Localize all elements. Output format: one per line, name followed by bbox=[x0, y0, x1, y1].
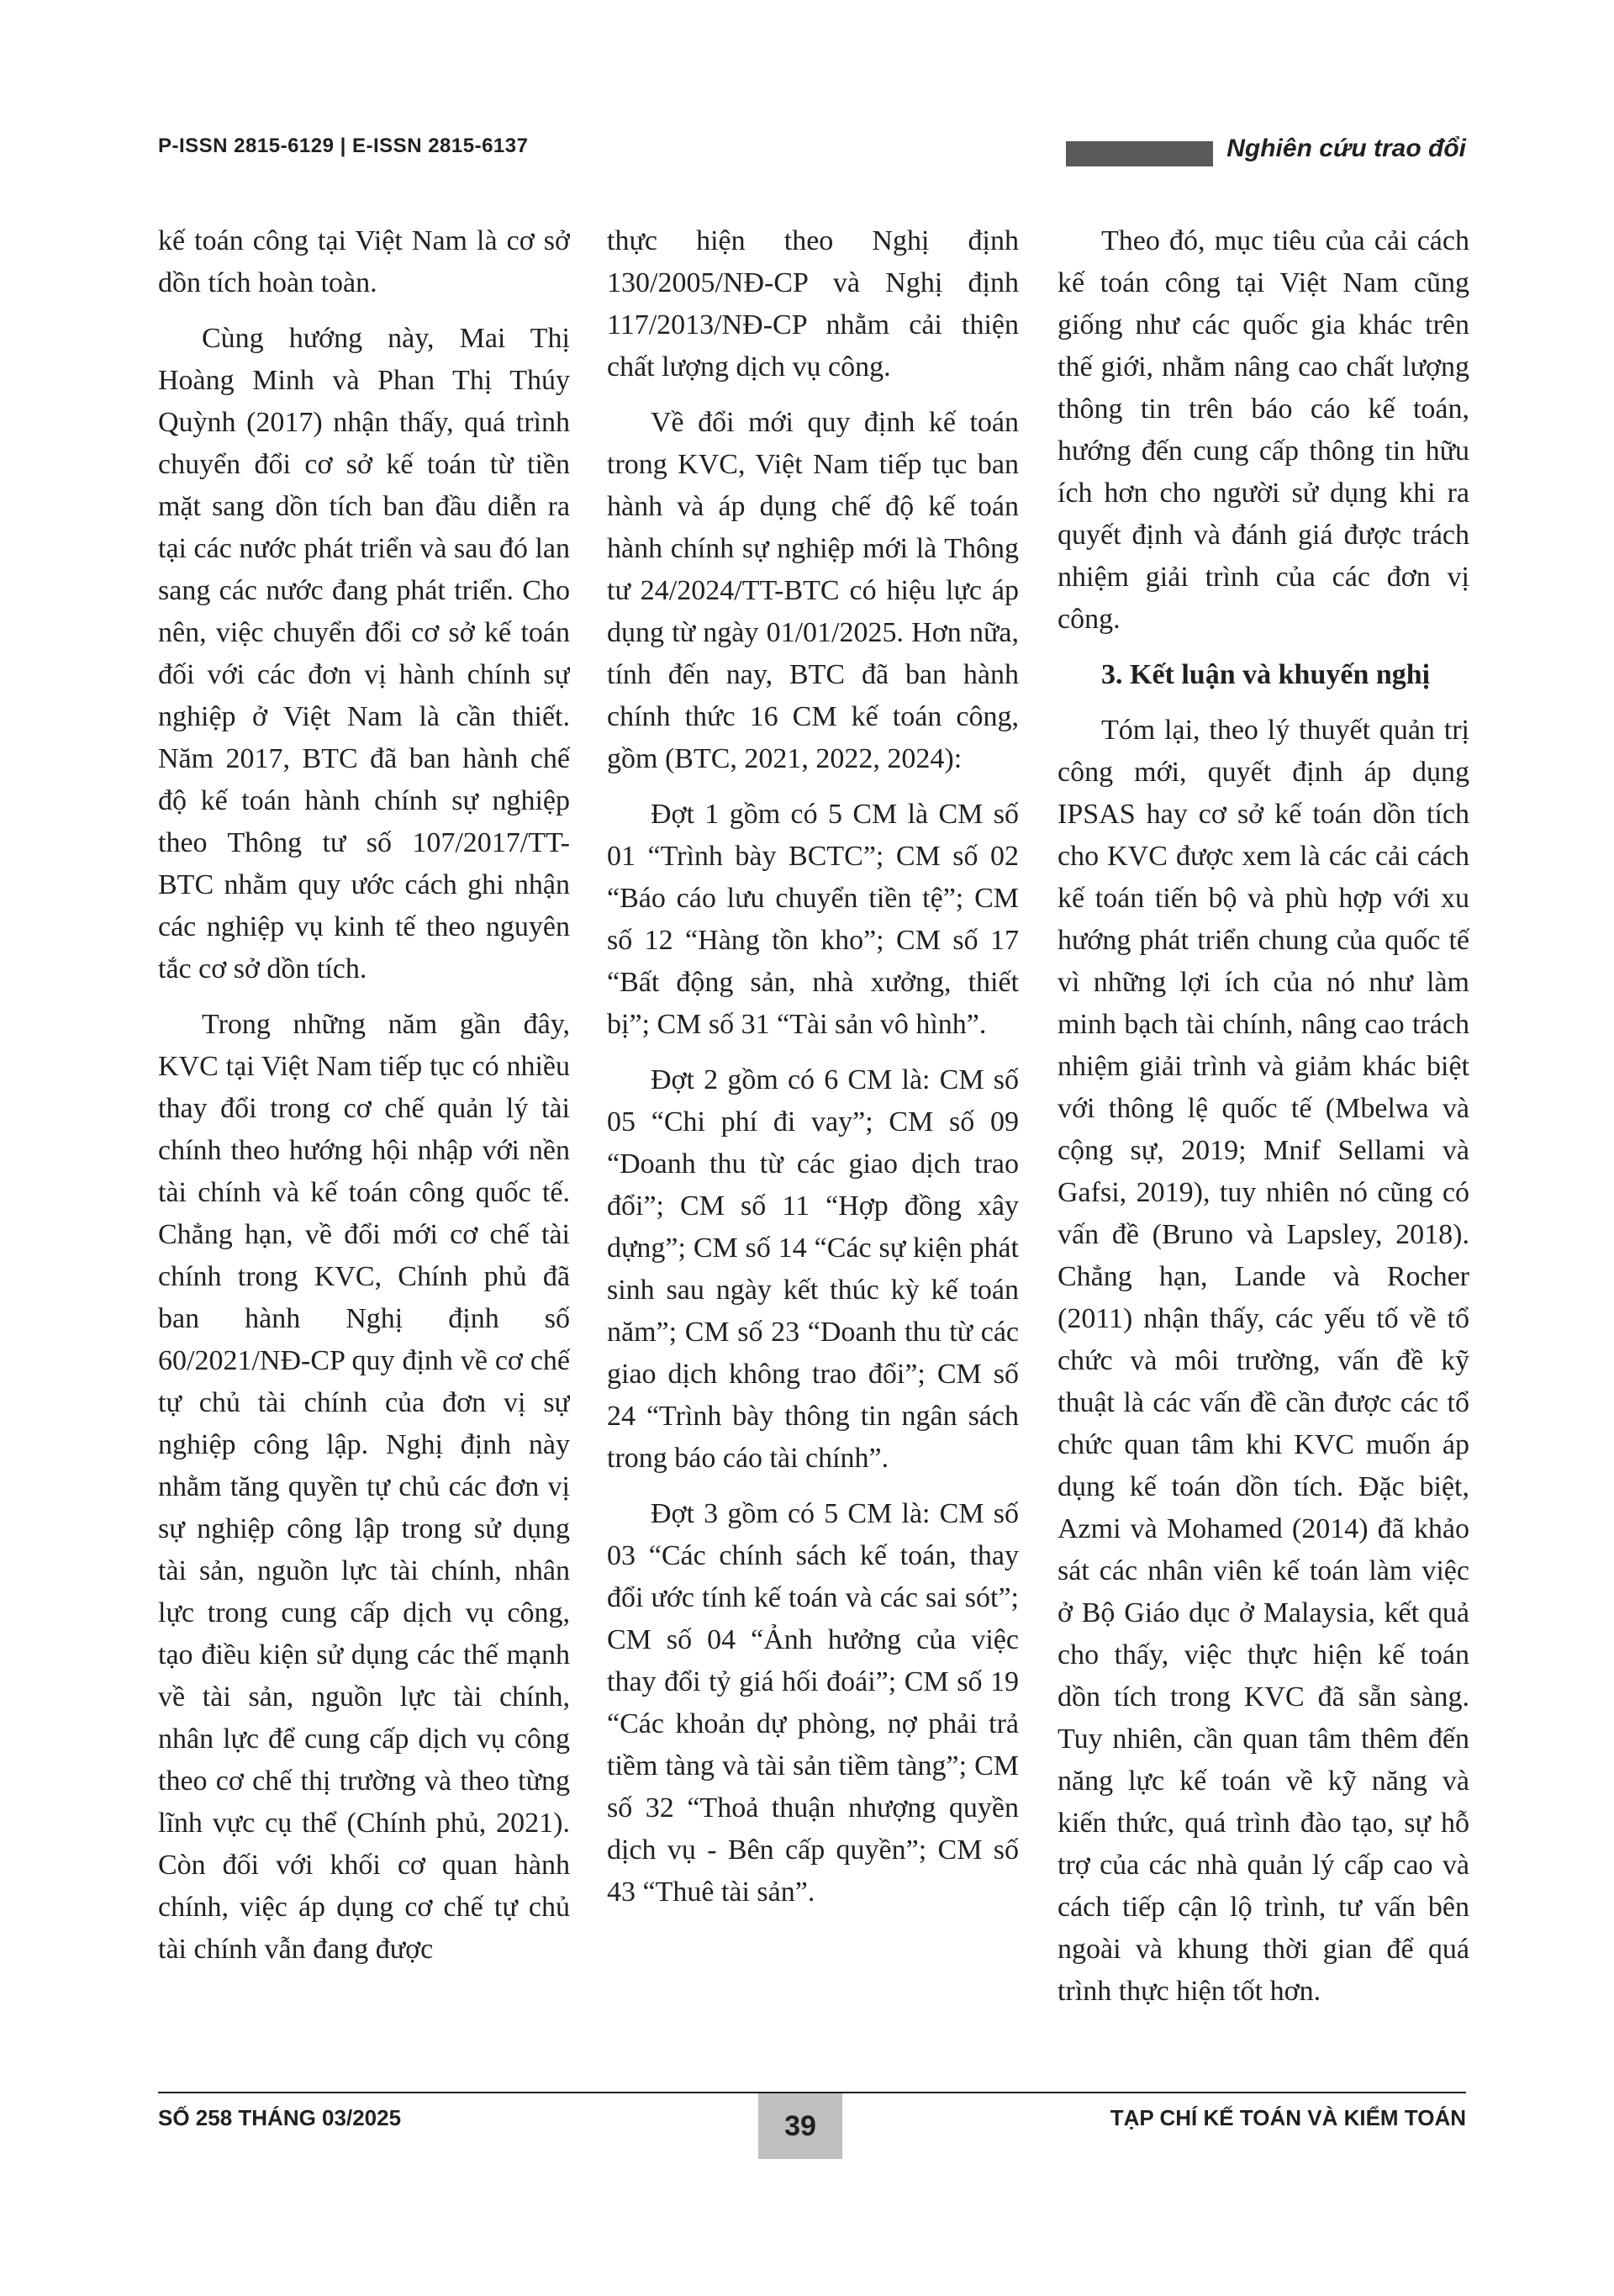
page-number-box bbox=[758, 2093, 842, 2159]
page-number: 39 bbox=[784, 2109, 816, 2142]
paragraph: Về đổi mới quy định kế toán trong KVC, Việt Nam tiếp tục ban hành và áp dụng chế độ kế toán hành chính sự nghiệp mới là Thông tư 24/2024/TT-BTC có hiệu lực áp dụng từ ngày 01/01/2025. Hơn nữa, tính đến nay, BTC đã ban hành chính thức 16 CM kế toán công, gồm (BTC, 2021, 2022, 2024): bbox=[607, 407, 1019, 774]
issn-header: P-ISSN 2815-6129 | E-ISSN 2815-6137 bbox=[158, 135, 529, 157]
section-title: Nghiên cứu trao đổi bbox=[1226, 135, 1466, 162]
paragraph: Đợt 3 gồm có 5 CM là: CM số 03 “Các chính sách kế toán, thay đổi ước tính kế toán và các sai sót”; CM số 04 “Ảnh hưởng của việc thay đổi tỷ giá hối đoái”; CM số 19 “Các khoản dự phòng, nợ phải trả tiềm tàng và tài sản tiềm tàng”; CM số 32 “Thoả thuận nhượng quyền dịch vụ - Bên cấp quyền”; CM số 43 “Thuê tài sản”. bbox=[607, 1498, 1019, 1908]
paragraph: Cùng hướng này, Mai Thị Hoàng Minh và Phan Thị Thúy Quỳnh (2017) nhận thấy, quá trình chuyển đổi cơ sở kế toán từ tiền mặt sang dồn tích ban đầu diễn ra tại các nước phát triển và sau đó lan sang các nước đang phát triển. Cho nên, việc chuyển đổi cơ sở kế toán đối với các đơn vị hành chính sự nghiệp ở Việt Nam là cần thiết. Năm 2017, BTC đã ban hành chế độ kế toán hành chính sự nghiệp theo Thông tư số 107/2017/TT-BTC nhằm quy ước cách ghi nhận các nghiệp vụ kinh tế theo nguyên tắc cơ sở dồn tích. bbox=[158, 323, 570, 984]
paragraph: Đợt 2 gồm có 6 CM là: CM số 05 “Chi phí đi vay”; CM số 09 “Doanh thu từ các giao dịch trao đổi”; CM số 11 “Hợp đồng xây dựng”; CM số 14 “Các sự kiện phát sinh sau ngày kết thúc kỳ kế toán năm”; CM số 23 “Doanh thu từ các giao dịch không trao đổi”; CM số 24 “Trình bày thông tin ngân sách trong báo cáo tài chính”. bbox=[607, 1064, 1019, 1474]
paragraph: Trong những năm gần đây, KVC tại Việt Nam tiếp tục có nhiều thay đổi trong cơ chế quản lý tài chính theo hướng hội nhập với nền tài chính và kế toán công quốc tế. Chẳng hạn, về đổi mới cơ chế tài chính trong KVC, Chính phủ đã ban hành Nghị định số 60/2021/NĐ-CP quy định về cơ chế tự chủ tài chính của đơn vị sự nghiệp công lập. Nghị định này nhằm tăng quyền tự chủ các đơn vị sự nghiệp công lập trong sử dụng tài sản, nguồn lực tài chính, nhân lực trong cung cấp dịch vụ công, tạo điều kiện sử dụng các thế mạnh về tài sản, nguồn lực tài chính, nhân lực để cung cấp dịch vụ công theo cơ chế thị trường và theo từng lĩnh vực cụ thể (Chính phủ, 2021). Còn đối với khối cơ quan hành chính, việc áp dụng cơ chế tự chủ tài chính vẫn đang được bbox=[158, 1009, 570, 1965]
paragraph: kế toán công tại Việt Nam là cơ sở dồn tích hoàn toàn. bbox=[158, 225, 570, 298]
header-decor-bar bbox=[1066, 141, 1213, 166]
issue-label: SỐ 258 THÁNG 03/2025 bbox=[158, 2105, 402, 2130]
text-column-3 bbox=[1058, 220, 1469, 2026]
paragraph: thực hiện theo Nghị định 130/2005/NĐ-CP và Nghị định 117/2013/NĐ-CP nhằm cải thiện chất lượng dịch vụ công. bbox=[607, 225, 1019, 383]
text-column-1 bbox=[158, 220, 570, 1984]
paragraph: Theo đó, mục tiêu của cải cách kế toán công tại Việt Nam cũng giống như các quốc gia khác trên thế giới, nhằm nâng cao chất lượng thông tin trên báo cáo kế toán, hướng đến cung cấp thông tin hữu ích hơn cho người sử dụng khi ra quyết định và đánh giá được trách nhiệm giải trình của các đơn vị công. bbox=[1058, 225, 1469, 635]
text-column-2 bbox=[607, 220, 1019, 1927]
paragraph: Tóm lại, theo lý thuyết quản trị công mới, quyết định áp dụng IPSAS hay cơ sở kế toán dồn tích cho KVC được xem là các cải cách kế toán tiến bộ và phù hợp với xu hướng phát triển chung của quốc tế vì những lợi ích của nó như làm minh bạch tài chính, nâng cao trách nhiệm giải trình và giảm khác biệt với thông lệ quốc tế (Mbelwa và cộng sự, 2019; Mnif Sellami và Gafsi, 2019), tuy nhiên nó cũng có vấn đề (Bruno và Lapsley, 2018). Chẳng hạn, Lande và Rocher (2011) nhận thấy, các yếu tố về tổ chức và môi trường, vấn đề kỹ thuật là các vấn đề cần được các tổ chức quan tâm khi KVC muốn áp dụng kế toán dồn tích. Đặc biệt, Azmi và Mohamed (2014) đã khảo sát các nhân viên kế toán làm việc ở Bộ Giáo dục ở Malaysia, kết quả cho thấy, việc thực hiện kế toán dồn tích trong KVC đã sẵn sàng. Tuy nhiên, cần quan tâm thêm đến năng lực kế toán về kỹ năng và kiến thức, quá trình đào tạo, sự hỗ trợ của các nhà quản lý cấp cao và cách tiếp cận lộ trình, tư vấn bên ngoài và khung thời gian để quá trình thực hiện tốt hơn. bbox=[1058, 715, 1469, 2007]
section-heading: 3. Kết luận và khuyến nghị bbox=[1101, 659, 1431, 690]
paragraph: Đợt 1 gồm có 5 CM là CM số 01 “Trình bày BCTC”; CM số 02 “Báo cáo lưu chuyển tiền tệ”; CM số 12 “Hàng tồn kho”; CM số 17 “Bất động sản, nhà xưởng, thiết bị”; CM số 31 “Tài sản vô hình”. bbox=[607, 799, 1019, 1040]
journal-name: TẠP CHÍ KẾ TOÁN VÀ KIỂM TOÁN bbox=[1110, 2105, 1466, 2130]
